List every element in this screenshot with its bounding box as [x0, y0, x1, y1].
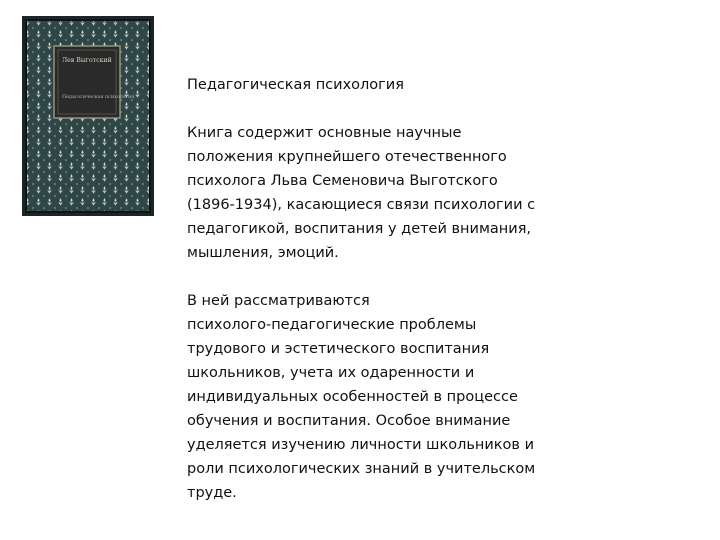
text-content: [187, 73, 547, 505]
book-cover-svg: [22, 16, 154, 216]
spacer: [187, 265, 547, 289]
paragraph-1: Книга содержит основные научные положения крупнейшего отечественного психолога Льва Семеновича Выготского (1896-1934), касающиеся связи психологии с педагогикой, воспитания у детей внимания, мышления, эмоций.: [187, 125, 536, 261]
book-cover-image: [22, 16, 154, 216]
book-title-text: Педагогическая психология: [62, 95, 135, 100]
book-author-text: Лев Выготский: [62, 57, 112, 64]
page-heading: Педагогическая психология: [187, 77, 404, 93]
paragraph-2: В ней рассматриваются психолого-педагогические проблемы трудового и эстетического воспитания школьников, учета их одаренности и индивидуальных особенностей в процессе обучения и воспитания. Особое внимание уделяется изучению личности школьников и роли психологических знаний в учительском труде.: [187, 293, 536, 501]
spacer: [187, 97, 547, 121]
